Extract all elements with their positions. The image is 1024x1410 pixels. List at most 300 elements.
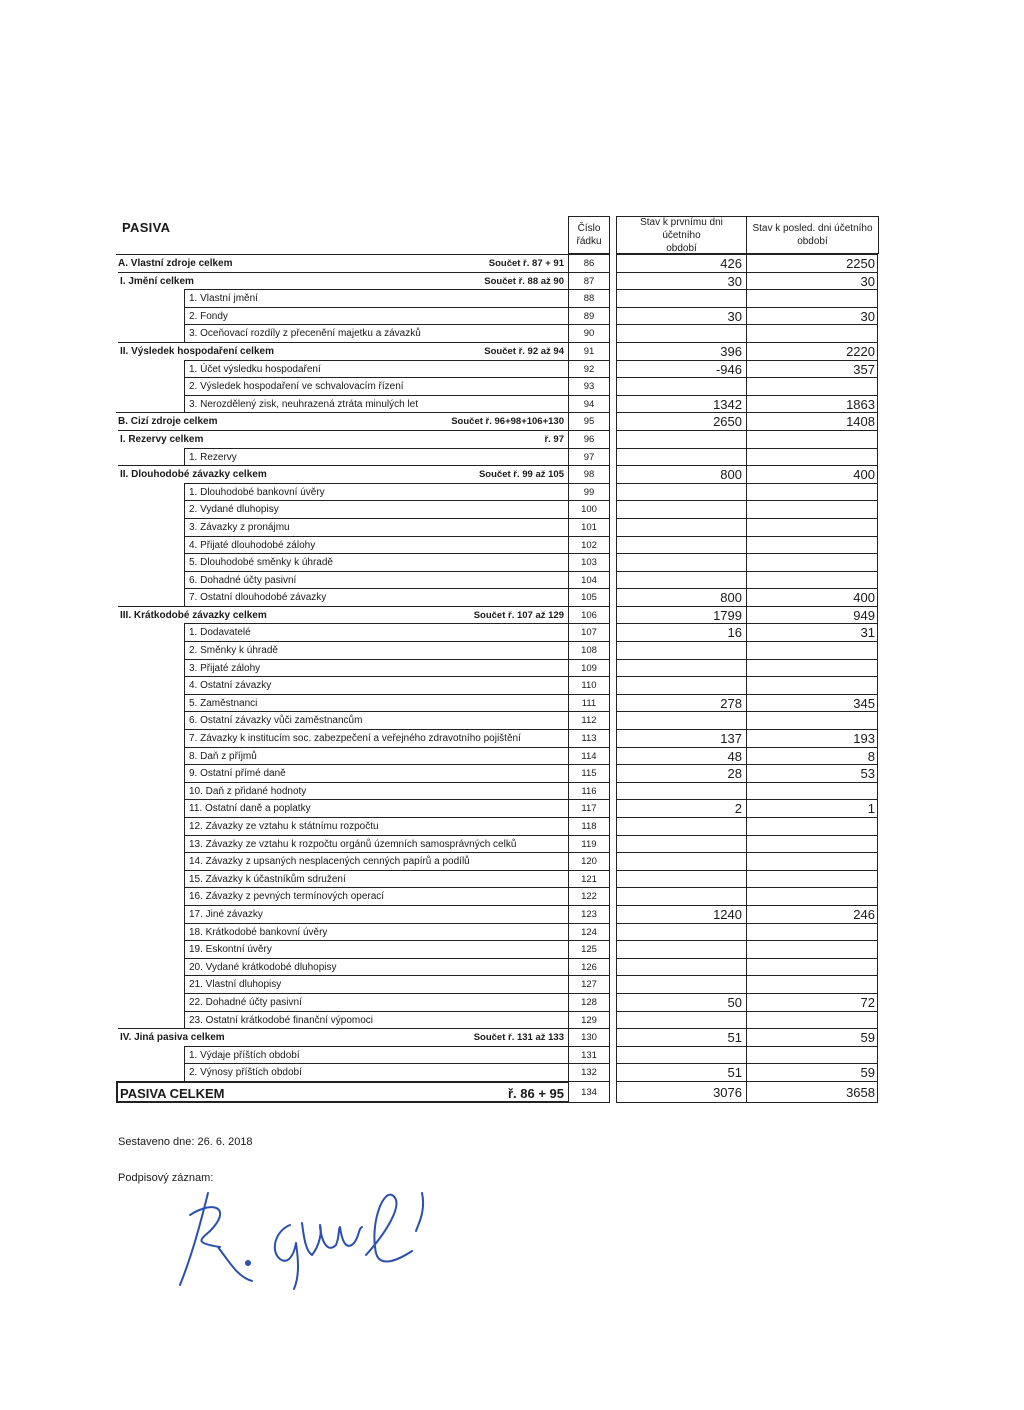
- row-label-text: 5. Zaměstnanci: [189, 697, 258, 709]
- row-number: 117: [568, 799, 610, 817]
- header-row-number-line2: řádku: [576, 236, 602, 247]
- row-number: 121: [568, 870, 610, 888]
- row-number: 106: [568, 606, 610, 624]
- total-row: [116, 1081, 878, 1103]
- row-label-text: 1. Vlastní jmění: [189, 293, 258, 305]
- row-label-text: B. Cizí zdroje celkem: [118, 416, 218, 428]
- table-row: [116, 518, 878, 536]
- value-end: [746, 518, 878, 536]
- value-start: [616, 711, 746, 729]
- value-start: -946: [616, 360, 746, 378]
- row-label-text: II. Dlouhodobé závazky celkem: [120, 469, 267, 481]
- row-label: [184, 377, 568, 395]
- header-state-start-line1: Stav k prvnímu dni účetního: [640, 216, 723, 241]
- table-row: [116, 870, 878, 888]
- value-end: [746, 852, 878, 870]
- row-label-text: 9. Ostatní přímé daně: [189, 768, 286, 780]
- value-end: 59: [746, 1028, 878, 1046]
- value-end: [746, 377, 878, 395]
- row-sum-formula: Součet ř. 87 + 91: [488, 258, 564, 269]
- row-number: 89: [568, 307, 610, 325]
- value-end: 400: [746, 465, 878, 483]
- row-number: 131: [568, 1046, 610, 1064]
- row-number: 90: [568, 324, 610, 342]
- value-end: 246: [746, 905, 878, 923]
- value-end: [746, 1046, 878, 1064]
- row-label-text: 12. Závazky ze vztahu k státnímu rozpočtu: [189, 821, 379, 832]
- value-start: [616, 940, 746, 958]
- header-state-end: [746, 216, 879, 254]
- table-row: [116, 395, 878, 413]
- value-start: 396: [616, 342, 746, 360]
- row-label-text: 2. Fondy: [189, 310, 228, 322]
- row-number: 87: [568, 272, 610, 290]
- value-end: [746, 483, 878, 501]
- row-label: [116, 412, 568, 430]
- row-label-text: 2. Vydané dluhopisy: [189, 504, 279, 516]
- header-row-number: [568, 216, 610, 254]
- value-start: [616, 571, 746, 589]
- value-end: [746, 324, 878, 342]
- row-label-text: 5. Dlouhodobé směnky k úhradě: [189, 557, 333, 569]
- row-label-text: IV. Jiná pasiva celkem: [120, 1032, 225, 1044]
- row-label-text: 8. Daň z příjmů: [189, 750, 257, 762]
- row-label: [184, 1011, 568, 1029]
- table-row: [116, 711, 878, 729]
- row-number: 127: [568, 975, 610, 993]
- table-row: [116, 694, 878, 712]
- row-label-text: 1. Rezervy: [189, 451, 237, 463]
- table-row: [116, 958, 878, 976]
- value-start: 1240: [616, 905, 746, 923]
- row-number: 129: [568, 1011, 610, 1029]
- table-row: [116, 377, 878, 395]
- row-label-text: 10. Daň z přidané hodnoty: [189, 785, 307, 797]
- row-label: [184, 289, 568, 307]
- row-label-text: 22. Dohadné účty pasivní: [189, 996, 302, 1008]
- value-end: 72: [746, 993, 878, 1011]
- value-start: [616, 536, 746, 554]
- row-label-text: 1. Dlouhodobé bankovní úvěry: [189, 486, 325, 498]
- row-label: [184, 940, 568, 958]
- row-sum-formula: Součet ř. 96+98+106+130: [451, 416, 564, 428]
- value-start: [616, 377, 746, 395]
- value-start: 800: [616, 465, 746, 483]
- table-row: [116, 747, 878, 765]
- row-number: 86: [568, 254, 610, 272]
- value-start: [616, 782, 746, 800]
- value-end: [746, 923, 878, 941]
- row-label: [184, 536, 568, 554]
- row-label-text: 13. Závazky ze vztahu k rozpočtu orgánů územních samosprávných celků: [189, 838, 517, 850]
- row-label: [184, 711, 568, 729]
- value-end: 31: [746, 623, 878, 641]
- value-start: 51: [616, 1028, 746, 1046]
- row-number: 122: [568, 887, 610, 905]
- row-number: 92: [568, 360, 610, 378]
- row-label-text: 15. Závazky k účastníkům sdružení: [189, 873, 346, 885]
- total-sum-formula: ř. 86 + 95: [507, 1085, 564, 1101]
- total-value-end: 3658: [746, 1081, 878, 1103]
- row-label: [184, 324, 568, 342]
- value-start: 426: [616, 254, 746, 272]
- value-end: [746, 958, 878, 976]
- value-end: [746, 817, 878, 835]
- value-end: 30: [746, 307, 878, 325]
- value-start: [616, 500, 746, 518]
- row-label: [184, 993, 568, 1011]
- total-label-text: PASIVA CELKEM: [120, 1085, 225, 1101]
- table-row: [116, 764, 878, 782]
- table-row: [116, 571, 878, 589]
- value-start: 2650: [616, 412, 746, 430]
- row-label: [184, 782, 568, 800]
- table-row: [116, 430, 878, 448]
- row-number: 125: [568, 940, 610, 958]
- table-row: [116, 799, 878, 817]
- row-label: [184, 905, 568, 923]
- table-row: [116, 588, 878, 606]
- row-label-text: 14. Závazky z upsaných nesplacených cenných papírů a podílů: [189, 856, 470, 868]
- value-end: 2220: [746, 342, 878, 360]
- value-start: [616, 553, 746, 571]
- table-row: [116, 852, 878, 870]
- value-start: [616, 289, 746, 307]
- table-row: [116, 940, 878, 958]
- row-label-text: 2. Výsledek hospodaření ve schvalovacím řízení: [189, 381, 404, 393]
- value-end: [746, 711, 878, 729]
- row-label-text: I. Jmění celkem: [120, 275, 194, 287]
- value-start: [616, 852, 746, 870]
- row-sum-formula: Součet ř. 131 až 133: [473, 1032, 564, 1044]
- table-row: [116, 1028, 878, 1046]
- row-number: 124: [568, 923, 610, 941]
- row-label: [184, 623, 568, 641]
- table-row: [116, 729, 878, 747]
- row-label-text: 19. Eskontní úvěry: [189, 944, 272, 956]
- row-label-text: 3. Nerozdělený zisk, neuhrazená ztráta minulých let: [189, 398, 419, 410]
- table-row: [116, 289, 878, 307]
- row-label: [184, 1046, 568, 1064]
- row-number: 114: [568, 747, 610, 765]
- header-state-start: [616, 216, 747, 254]
- row-number: 110: [568, 676, 610, 694]
- row-number: 107: [568, 623, 610, 641]
- value-end: [746, 571, 878, 589]
- row-number: 104: [568, 571, 610, 589]
- row-label-text: 4. Přijaté dlouhodobé zálohy: [189, 539, 316, 551]
- table-row: [116, 835, 878, 853]
- value-end: 30: [746, 272, 878, 290]
- row-number: 112: [568, 711, 610, 729]
- row-number: 118: [568, 817, 610, 835]
- value-start: [616, 870, 746, 888]
- table-row: [116, 254, 878, 272]
- row-label-text: I. Rezervy celkem: [120, 433, 204, 445]
- total-value-start: 3076: [616, 1081, 746, 1103]
- value-start: [616, 430, 746, 448]
- value-start: [616, 958, 746, 976]
- row-label-text: 6. Dohadné účty pasivní: [189, 574, 297, 586]
- row-sum-formula: Součet ř. 92 až 94: [484, 345, 564, 357]
- value-start: [616, 448, 746, 466]
- value-end: [746, 975, 878, 993]
- row-label: [118, 1028, 568, 1046]
- row-label: [184, 923, 568, 941]
- balance-sheet-table: [116, 254, 878, 1103]
- value-end: [746, 448, 878, 466]
- row-number: 130: [568, 1028, 610, 1046]
- row-label: [118, 606, 568, 624]
- row-number: 101: [568, 518, 610, 536]
- row-label: [184, 571, 568, 589]
- row-number: 115: [568, 764, 610, 782]
- value-end: [746, 641, 878, 659]
- row-label: [184, 588, 568, 606]
- table-row: [116, 342, 878, 360]
- row-label-text: 1. Dodavatelé: [189, 627, 251, 639]
- page-title: PASIVA: [122, 220, 171, 235]
- row-label: [184, 835, 568, 853]
- table-row: [116, 448, 878, 466]
- value-start: 30: [616, 272, 746, 290]
- table-row: [116, 659, 878, 677]
- row-sum-formula: Součet ř. 88 až 90: [484, 275, 564, 287]
- row-label: [118, 465, 568, 483]
- table-row: [116, 905, 878, 923]
- row-number: 99: [568, 483, 610, 501]
- row-label: [184, 395, 568, 413]
- row-label: [184, 852, 568, 870]
- row-label: [184, 500, 568, 518]
- value-start: [616, 923, 746, 941]
- value-end: [746, 870, 878, 888]
- value-end: 59: [746, 1063, 878, 1081]
- row-label: [184, 641, 568, 659]
- value-end: [746, 676, 878, 694]
- row-number: 88: [568, 289, 610, 307]
- table-row: [116, 412, 878, 430]
- value-start: [616, 483, 746, 501]
- row-label-text: II. Výsledek hospodaření celkem: [120, 345, 274, 357]
- value-end: [746, 940, 878, 958]
- table-row: [116, 553, 878, 571]
- value-start: 50: [616, 993, 746, 1011]
- row-number: 94: [568, 395, 610, 413]
- row-number: 96: [568, 430, 610, 448]
- table-row: [116, 975, 878, 993]
- row-label: [184, 307, 568, 325]
- header-state-end-line1: Stav k posled. dni účetního: [752, 223, 873, 234]
- value-start: [616, 817, 746, 835]
- value-start: 51: [616, 1063, 746, 1081]
- table-row: [116, 307, 878, 325]
- table-row: [116, 272, 878, 290]
- value-start: 30: [616, 307, 746, 325]
- row-label-text: 17. Jiné závazky: [189, 908, 263, 920]
- table-row: [116, 887, 878, 905]
- value-start: [616, 835, 746, 853]
- row-label-text: 2. Výnosy příštích období: [189, 1067, 302, 1079]
- value-end: 345: [746, 694, 878, 712]
- row-label-text: III. Krátkodobé závazky celkem: [120, 609, 267, 621]
- table-row: [116, 465, 878, 483]
- value-start: 800: [616, 588, 746, 606]
- row-number: 95: [568, 412, 610, 430]
- row-label: [184, 360, 568, 378]
- table-row: [116, 1011, 878, 1029]
- table-row: [116, 1046, 878, 1064]
- value-start: 278: [616, 694, 746, 712]
- row-number: 123: [568, 905, 610, 923]
- table-row: [116, 676, 878, 694]
- row-sum-formula: ř. 97: [544, 433, 564, 445]
- row-number: 116: [568, 782, 610, 800]
- table-row: [116, 817, 878, 835]
- value-end: 357: [746, 360, 878, 378]
- row-number: 98: [568, 465, 610, 483]
- row-number: 126: [568, 958, 610, 976]
- value-end: [746, 536, 878, 554]
- value-start: [616, 887, 746, 905]
- header-row-number-line1: Číslo: [577, 223, 601, 234]
- row-number: 108: [568, 641, 610, 659]
- row-label: [184, 817, 568, 835]
- total-row-number: 134: [568, 1081, 610, 1103]
- row-label: [184, 729, 568, 747]
- row-number: 120: [568, 852, 610, 870]
- row-number: 111: [568, 694, 610, 712]
- row-number: 91: [568, 342, 610, 360]
- row-label: [184, 799, 568, 817]
- value-start: 2: [616, 799, 746, 817]
- row-number: 100: [568, 500, 610, 518]
- value-start: [616, 1046, 746, 1064]
- value-end: [746, 289, 878, 307]
- row-label-text: 16. Závazky z pevných termínových operací: [189, 891, 385, 903]
- table-row: [116, 483, 878, 501]
- value-start: 48: [616, 747, 746, 765]
- header-state-end-line2: období: [797, 236, 828, 247]
- value-end: 1408: [746, 412, 878, 430]
- value-start: [616, 1011, 746, 1029]
- row-label-text: 20. Vydané krátkodobé dluhopisy: [189, 961, 337, 973]
- value-end: 949: [746, 606, 878, 624]
- row-number: 97: [568, 448, 610, 466]
- row-number: 105: [568, 588, 610, 606]
- value-end: 2250: [746, 254, 878, 272]
- row-label: [118, 342, 568, 360]
- row-label-text: 3. Přijaté zálohy: [189, 662, 261, 674]
- row-label: [118, 272, 568, 290]
- row-label: [184, 887, 568, 905]
- header-state-start-line2: období: [666, 242, 697, 254]
- value-end: 193: [746, 729, 878, 747]
- value-start: [616, 975, 746, 993]
- row-label-text: 11. Ostatní daně a poplatky: [189, 803, 311, 815]
- value-end: 400: [746, 588, 878, 606]
- row-label: [184, 553, 568, 571]
- table-row: [116, 782, 878, 800]
- row-label: [184, 958, 568, 976]
- row-label: [184, 483, 568, 501]
- value-start: [616, 641, 746, 659]
- value-end: [746, 835, 878, 853]
- row-label-text: 23. Ostatní krátkodobé finanční výpomoci: [189, 1014, 373, 1026]
- row-number: 113: [568, 729, 610, 747]
- row-number: 93: [568, 377, 610, 395]
- table-row: [116, 923, 878, 941]
- row-number: 103: [568, 553, 610, 571]
- value-end: [746, 1011, 878, 1029]
- row-label: [184, 659, 568, 677]
- row-label: [184, 870, 568, 888]
- row-label: [184, 764, 568, 782]
- row-label: [116, 254, 568, 272]
- row-label-text: 6. Ostatní závazky vůči zaměstnancům: [189, 715, 363, 727]
- row-label-text: 3. Oceňovací rozdíly z přecenění majetku a závazků: [189, 328, 421, 340]
- value-end: [746, 887, 878, 905]
- row-label-text: 3. Závazky z pronájmu: [189, 521, 290, 533]
- row-label: [184, 518, 568, 536]
- row-label-text: 1. Výdaje příštích období: [189, 1049, 300, 1061]
- row-label-text: 2. Směnky k úhradě: [189, 645, 278, 657]
- signature-label: Podpisový záznam:: [118, 1172, 214, 1184]
- row-number: 119: [568, 835, 610, 853]
- table-row: [116, 324, 878, 342]
- row-label: [118, 430, 568, 448]
- value-start: 16: [616, 623, 746, 641]
- row-label-text: 7. Závazky k institucím soc. zabezpečení a veřejného zdravotního pojištění: [189, 733, 521, 745]
- row-label-text: 21. Vlastní dluhopisy: [189, 979, 282, 991]
- value-start: 1799: [616, 606, 746, 624]
- row-number: 102: [568, 536, 610, 554]
- row-number: 132: [568, 1063, 610, 1081]
- table-row: [116, 360, 878, 378]
- compiled-date: Sestaveno dne: 26. 6. 2018: [118, 1136, 253, 1148]
- value-end: [746, 430, 878, 448]
- value-end: 1863: [746, 395, 878, 413]
- row-label-text: A. Vlastní zdroje celkem: [118, 258, 233, 269]
- value-start: 137: [616, 729, 746, 747]
- row-label: [184, 676, 568, 694]
- value-end: [746, 500, 878, 518]
- row-label: [184, 975, 568, 993]
- value-start: 28: [616, 764, 746, 782]
- row-label-text: 18. Krátkodobé bankovní úvěry: [189, 926, 328, 938]
- value-end: 8: [746, 747, 878, 765]
- value-end: 53: [746, 764, 878, 782]
- row-label: [184, 694, 568, 712]
- value-start: [616, 518, 746, 536]
- value-start: [616, 676, 746, 694]
- row-label: [184, 747, 568, 765]
- total-label: [116, 1081, 568, 1103]
- table-row: [116, 993, 878, 1011]
- table-row: [116, 536, 878, 554]
- row-label: [184, 448, 568, 466]
- value-end: [746, 553, 878, 571]
- row-label-text: 4. Ostatní závazky: [189, 680, 272, 692]
- row-number: 128: [568, 993, 610, 1011]
- table-row: [116, 1063, 878, 1081]
- value-start: [616, 324, 746, 342]
- table-row: [116, 606, 878, 624]
- table-row: [116, 500, 878, 518]
- table-row: [116, 641, 878, 659]
- table-row: [116, 623, 878, 641]
- row-label-text: 1. Účet výsledku hospodaření: [189, 363, 321, 375]
